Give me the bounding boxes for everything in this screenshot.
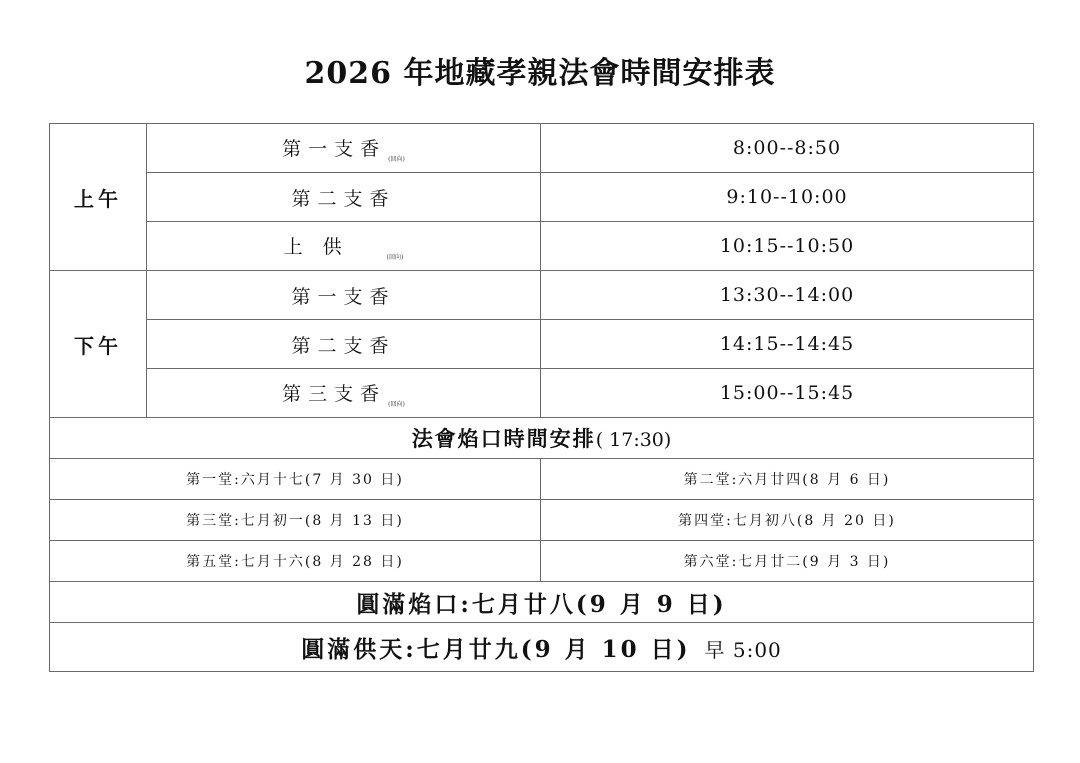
table-row — [50, 320, 1034, 369]
yuanman-yankou: 圓滿焰口:七月廿八(9 月 9 日) — [50, 582, 1034, 623]
yuanman-gongtian: 圓滿供天:七月廿九(9 月 10 日) 早 5:00 — [50, 623, 1034, 672]
gongtian-time: 早 5:00 — [704, 637, 782, 662]
table-row — [50, 173, 1034, 222]
slot-time: 13:30--14:00 — [541, 271, 1034, 320]
slot-time: 14:15--14:45 — [541, 320, 1034, 369]
table-row — [50, 500, 1034, 541]
table-row — [50, 623, 1034, 672]
table-row — [50, 418, 1034, 459]
slot-name: 第一支香 — [147, 271, 541, 320]
slot-name: 第二支香 — [147, 173, 541, 222]
slot-time: 8:00--8:50 — [541, 124, 1034, 173]
slot-note: (回向) — [386, 253, 404, 261]
yankou-session: 第四堂:七月初八(8 月 20 日) — [541, 500, 1034, 541]
slot-note: (回向) — [388, 400, 405, 408]
slot-name: 第一支香 $_{(回向)}$ — [147, 124, 541, 173]
period-morning: 上午 — [50, 124, 147, 271]
yankou-heading-time: ( 17:30) — [595, 429, 672, 451]
table-row — [50, 369, 1034, 418]
table-row — [50, 582, 1034, 623]
table-row — [50, 459, 1034, 500]
yankou-session: 第六堂:七月廿二(9 月 3 日) — [541, 541, 1034, 582]
slot-time: 9:10--10:00 — [541, 173, 1034, 222]
table-row — [50, 271, 1034, 320]
slot-note: (回向) — [388, 155, 405, 163]
yankou-session: 第五堂:七月十六(8 月 28 日) — [50, 541, 541, 582]
slot-time: 15:00--15:45 — [541, 369, 1034, 418]
table-row — [50, 541, 1034, 582]
slot-name: 第二支香 — [147, 320, 541, 369]
page-title: 2026 年地藏孝親法會時間安排表 — [304, 56, 776, 91]
yankou-session: 第一堂:六月十七(7 月 30 日) — [50, 459, 541, 500]
yankou-session: 第三堂:七月初一(8 月 13 日) — [50, 500, 541, 541]
slot-name: 第三支香 $_{(回向)}$ — [147, 369, 541, 418]
slot-time: 10:15--10:50 — [541, 222, 1034, 271]
table-row — [50, 222, 1034, 271]
yankou-heading: 法會焰口時間安排( 17:30) — [50, 418, 1034, 459]
schedule-table — [49, 123, 1034, 672]
table-row — [50, 124, 1034, 173]
slot-name: 上 供 $_{(回向)}$ — [147, 222, 541, 271]
yankou-session: 第二堂:六月廿四(8 月 6 日) — [541, 459, 1034, 500]
period-afternoon: 下午 — [50, 271, 147, 418]
